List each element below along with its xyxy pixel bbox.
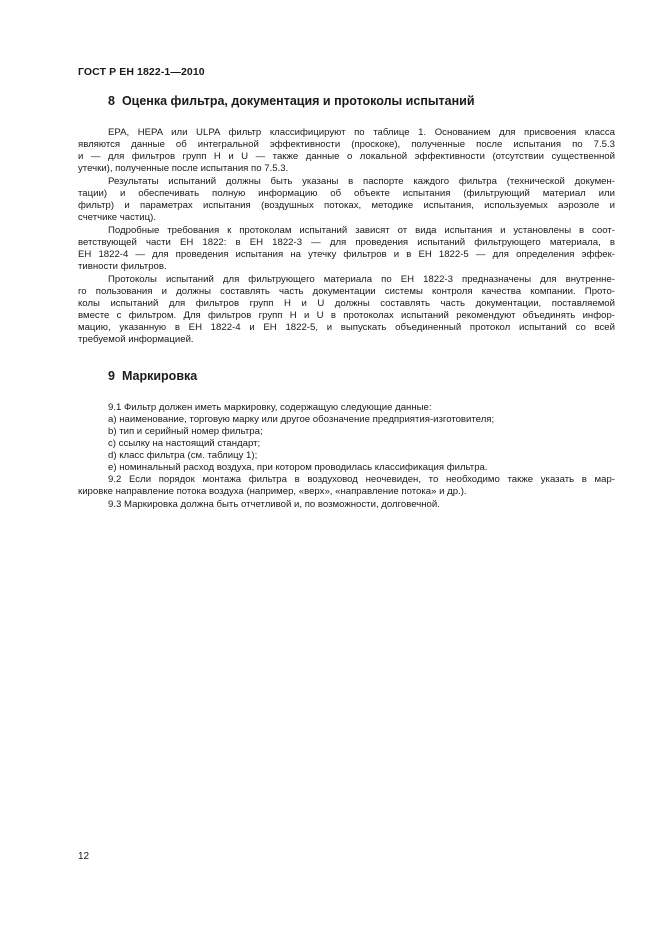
text-line: Результаты испытаний должны быть указаны в паспорте каждого фильтра (технической докумен- <box>108 176 615 187</box>
text-line: 9.1 Фильтр должен иметь маркировку, содержащую следующие данные: <box>108 402 432 413</box>
list-item: c) ссылку на настоящий стандарт; <box>108 438 261 449</box>
text-line: EPA, HEPA или ULPA фильтр классифицируют по таблице 1. Основанием для присвоения класса <box>108 127 615 138</box>
text-line: счетчике частиц). <box>78 212 157 223</box>
list-item: a) наименование, торговую марку или другое обозначение предприятия-изготовителя; <box>108 414 495 425</box>
text-line: го пользования и должны составлять часть документации системы контроля качества компании. Прото- <box>78 286 615 297</box>
text-line: тации) и обеспечивать полную информацию об объекте испытания (фильтрующий материал или <box>78 188 615 199</box>
document-id: ГОСТ Р ЕН 1822-1—2010 <box>78 66 205 78</box>
text-line: и — для фильтров групп H и U — также данные о локальной эффективности (отсутствии существенной <box>78 151 615 162</box>
section-9-heading <box>108 369 197 383</box>
section-8-title: Оценка фильтра, документация и протоколы испытаний <box>121 94 475 108</box>
section-9-title: Маркировка <box>121 369 198 383</box>
text-line: 9.2 Если порядок монтажа фильтра в воздуховод неочевиден, то необходимо также указать в мар- <box>108 474 615 485</box>
text-line: 9.3 Маркировка должна быть отчетливой и, по возможности, долговечной. <box>108 499 440 510</box>
list-item: d) класс фильтра (см. таблицу 1); <box>108 450 258 461</box>
text-line: Подробные требования к протоколам испытаний зависят от вида испытания и установлены в соот- <box>108 225 615 236</box>
text-line: колы испытаний для фильтров групп H и U должны составлять часть документации, поставляемой <box>78 298 615 309</box>
section-9-number: 9 <box>108 369 115 383</box>
text-line: ЕН 1822-4 — для проведения испытания на утечку фильтров и в ЕН 1822-5 — для определения эффек- <box>78 249 615 260</box>
text-line: Протоколы испытаний для фильтрующего материала по ЕН 1822-3 предназначены для внутренне- <box>108 274 615 285</box>
text-line: ветствующей части ЕН 1822: в ЕН 1822-3 — для проведения испытаний фильтрующего материала, в <box>78 237 615 248</box>
text-line: кировке направление потока воздуха (например, «верх», «направление потока» и др.). <box>78 486 467 497</box>
text-line: тивности фильтров. <box>78 261 167 272</box>
text-line: утечки), полученные после испытания по 7.5.3. <box>78 163 289 174</box>
text-line: являются данные об интегральной эффективности (проскоке), полученные после испытания по 7.5.3 <box>78 139 615 150</box>
list-item: e) номинальный расход воздуха, при котором проводилась классификация фильтра. <box>108 462 488 473</box>
section-8-number: 8 <box>108 94 115 108</box>
section-8-heading <box>108 94 475 108</box>
text-line: фильтр) и параметрах испытания (воздушных потоках, методике испытания, используемых аэрозоле и <box>78 200 615 211</box>
text-line: вместе с фильтром. Для фильтров групп H и U в протоколах испытаний рекомендуют объединять инфор- <box>78 310 615 321</box>
list-item: b) тип и серийный номер фильтра; <box>108 426 263 437</box>
text-line: мацию, указанную в ЕН 1822-4 и ЕН 1822-5, и выпускать объединенный протокол испытаний со всей <box>78 322 615 333</box>
page-number: 12 <box>78 851 90 862</box>
text-line: требуемой информацией. <box>78 334 194 345</box>
